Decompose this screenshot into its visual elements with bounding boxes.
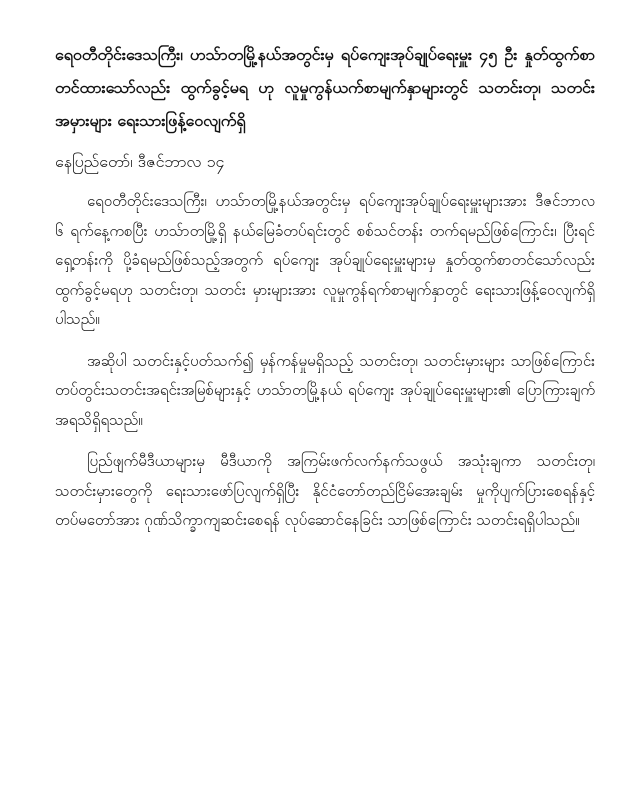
news-article (55, 38, 595, 548)
article-headline: ရေဝတီတိုင်းဒေသကြီး၊ ဟသ်ာတမြို့နယ်အတွင်းမှ ရပ်ကျေးအုပ်ချုပ်ရေးမှူး ၄၅ ဦး နှုတ်ထွက်စာတင်ထားသော်လည်း ထွက်ခွင့်မရ ဟု လူမှုကွန်ယက်စာမျက်နှာများတွင် သတင်းတု၊ သတင်းအမှားများ ရေးသားဖြန့်ဝေလျက်ရှိ (55, 45, 595, 130)
article-paragraph-3: ပြည်ဖျက်မီဒီယာများမှ မီဒီယာကို အကြမ်းဖက်လက်နက်သဖွယ် အသုံးချကာ သတင်းတု၊ သတင်းမှားတွေကို ရေးသားဖော်ပြလျက်ရှိပြီး နိုင်ငံတော်တည်ငြိမ်အေးချမ်း မှုကိုပျက်ပြားစေရန်နှင့် တပ်မတော်အား ဂုဏ်သိက္ခာကျဆင်းစေရန် လုပ်ဆောင်နေခြင်း သာဖြစ်ကြောင်း သတင်းရရှိပါသည်။ (55, 452, 595, 529)
article-paragraph-2: အဆိုပါ သတင်းနှင့်ပတ်သက်၍ မှန်ကန်မှုမရှိသည့် သတင်းတု၊ သတင်းမှားများ သာဖြစ်ကြောင်း တပ်တွင်းသတင်းအရင်းအမြစ်များနှင့် ဟသ်ာတမြို့နယ် ရပ်ကျေး အုပ်ချုပ်ရေးမှူးများ၏ ပြောကြားချက်အရသိရှိရသည်။ (55, 351, 595, 429)
article-dateline: နေပြည်တော်၊ ဒီဇင်ဘာလ ၁၄ (55, 152, 225, 171)
article-paragraph-1: ရေဝတီတိုင်းဒေသကြီး၊ ဟသ်ာတမြို့နယ်အတွင်းမှ ရပ်ကျေးအုပ်ချုပ်ရေးမှူးများအား ဒီဇင်ဘာလ ၆ ရက်နေ့ကစပြီး ဟသ်ာတမြို့ရှိ နယ်မြေခံတပ်ရင်းတွင် စစ်သင်တန်း တက်ရမည်ဖြစ်ကြောင်း၊ ပြီးရင်ရှေ့တန်းကို ပို့ခံရမည်ဖြစ်သည့်အတွက် ရပ်ကျေး အုပ်ချုပ်ရေးမှူးများမှ နှုတ်ထွက်စာတင်သော်လည်း ထွက်ခွင့်မရဟု သတင်းတု၊ သတင်း မှားများအား လူမှုကွန်ရက်စာမျက်နှာတွင် ရေးသားဖြန့်ဝေလျက်ရှိပါသည်။ (55, 192, 595, 328)
